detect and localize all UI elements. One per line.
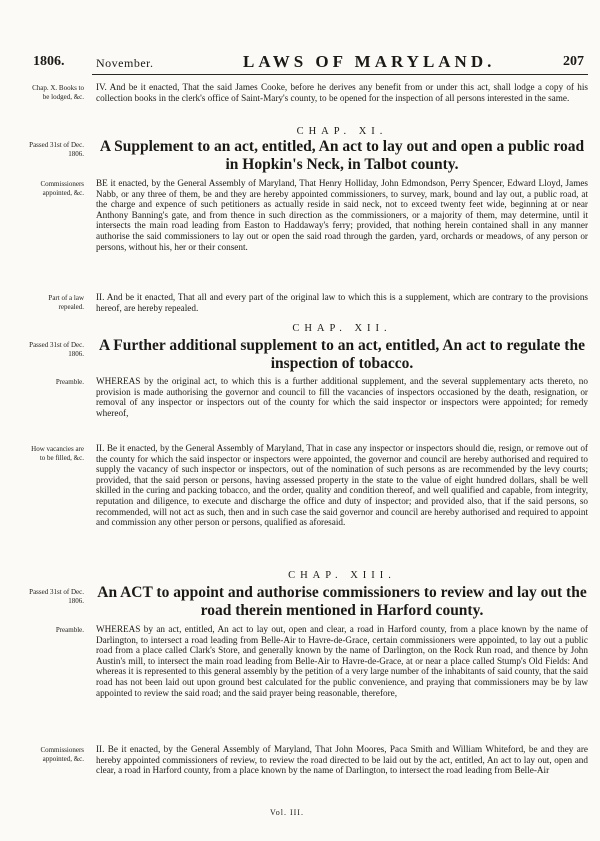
section-text: II. And be it enacted, That all and every part of the original law to which this is a supplement, which are contrary to the provisions hereof, are hereby repealed. xyxy=(96,292,588,313)
header-year: 1806. xyxy=(33,54,65,69)
section-text: II. Be it enacted, by the General Assembly of Maryland, That in case any inspector or inspectors should die, resign, or remove out of the county for which the said inspector or inspectors were appointed, the governor and council are hereby authorised and required to supply the vacancy of such inspector or inspectors, out of the nomination of such persons as are recommended by the levy courts; provided, that the said person or persons, having assessed property in the state to the value of eight hundred dollars, shall be well skilled in the curing and packing tobacco, and the order, quality and condition thereof, and well qualified and capable, from integrity, reputation and diligence, to execute and discharge the office and duty of inspector; and provided also, that if the said persons, so recommended, will not act as such, then and in such case the said governor and council are hereby authorised and required to appoint and commission any other person or persons, qualified as aforesaid. xyxy=(96,443,588,528)
act-title: A Further additional supplement to an act, entitled, An act to regulate the inspection of tobacco. xyxy=(99,337,585,372)
section-text: II. Be it enacted, by the General Assembly of Maryland, That John Moores, Paca Smith and William Whiteford, be and they are hereby appointed commissioners of review, to review the road directed to be laid out by the act, entitled, An act to lay out, open and clear, a road in Harford county, from a place known by the name of Darlington, to intersect the road leading from Belle-Air xyxy=(96,744,588,776)
header-page-number: 207 xyxy=(563,54,584,69)
section-text: WHEREAS by an act, entitled, An act to lay out, open and clear, a road in Harford county, from a place known by the name of Darlington, to intersect a road leading from Belle-Air to Havre-de-Grace, certain commissioners were appointed, to lay out a public road from a place called Clark's Store, and generally known by the name of Darlington, on the Rock Run road, and thence by John Austin's mill, to intersect the main road leading from Belle-Air to Havre-de-Grace, at or near a place called Stump's Old Fields: And whereas it is represented to this general assembly by the petition of a very large number of the inhabitants of said county, that the said road has not been laid out upon ground best calculated for the public convenience, and praying that commissioners may be by law appointed to review the said road; and the said prayer being reasonable, therefore, xyxy=(96,624,588,698)
header-rule xyxy=(92,74,588,75)
section-text: WHEREAS by the original act, to which this is a further additional supplement, and the several supplementary acts thereto, no provision is made authorising the governor and council to fill the vacancies of inspectors occasioned by the death, resignation, or removal of any inspector or inspectors out of the county for which the said inspector or inspectors were appointed; for remedy whereof, xyxy=(96,376,588,418)
margin-note: Preamble. xyxy=(55,378,84,386)
margin-note: Part of a law repealed. xyxy=(48,294,84,311)
act-title: A Supplement to an act, entitled, An act to lay out and open a public road in Hopkin's Neck, in Talbot county. xyxy=(99,138,585,173)
passed-date-note: Passed 31st of Dec. 1806. xyxy=(29,588,84,605)
margin-note: Commissioners appointed, &c. xyxy=(40,746,84,763)
page-footer: Vol. III. xyxy=(270,808,304,817)
header-title: LAWS OF MARYLAND. xyxy=(243,52,496,71)
chapter-heading: CHAP. XIII. xyxy=(288,570,396,581)
chapter-heading: CHAP. XII. xyxy=(292,323,392,334)
header-month: November. xyxy=(96,56,154,70)
section-text: BE it enacted, by the General Assembly of Maryland, That Henry Holliday, John Edmondson, Perry Spencer, Edward Lloyd, James Nabb, or any three of them, be and they are hereby appointed commissioners, to survey, mark, bound and lay out, a public road, at the charge and expence of such petitioners as actually reside in said neck, not to exceed twenty feet wide, beginning at or near Anthony Banning's gate, and from thence in such direction as the commissioners, or a majority of them, may determine, until it intersects the main road leading from Easton to Haddaway's ferry; provided, that nothing herein contained shall in any manner authorise the said commissioners to lay out or open the said road through the garden, yard, orchards or meadows, of any person or persons, without his, her or their consent. xyxy=(96,178,588,252)
margin-note: Preamble. xyxy=(55,626,84,634)
margin-note: Commissioners appointed, &c. xyxy=(40,180,84,197)
passed-date-note: Passed 31st of Dec. 1806. xyxy=(29,141,84,158)
section-text: IV. And be it enacted, That the said James Cooke, before he derives any benefit from or under this act, shall lodge a copy of his collection books in the clerk's office of Saint-Mary's county, to be opened for the inspection of all persons interested in the same. xyxy=(96,82,588,103)
passed-date-note: Passed 31st of Dec. 1806. xyxy=(29,341,84,358)
chapter-heading: CHAP. XI. xyxy=(296,126,388,137)
act-title: An ACT to appoint and authorise commissioners to review and lay out the road therein mentioned in Harford county. xyxy=(97,584,587,619)
margin-note: How vacancies are to be filled, &c. xyxy=(31,445,84,462)
running-header xyxy=(33,52,588,74)
margin-note: Chap. X. Books to be lodged, &c. xyxy=(32,84,84,101)
